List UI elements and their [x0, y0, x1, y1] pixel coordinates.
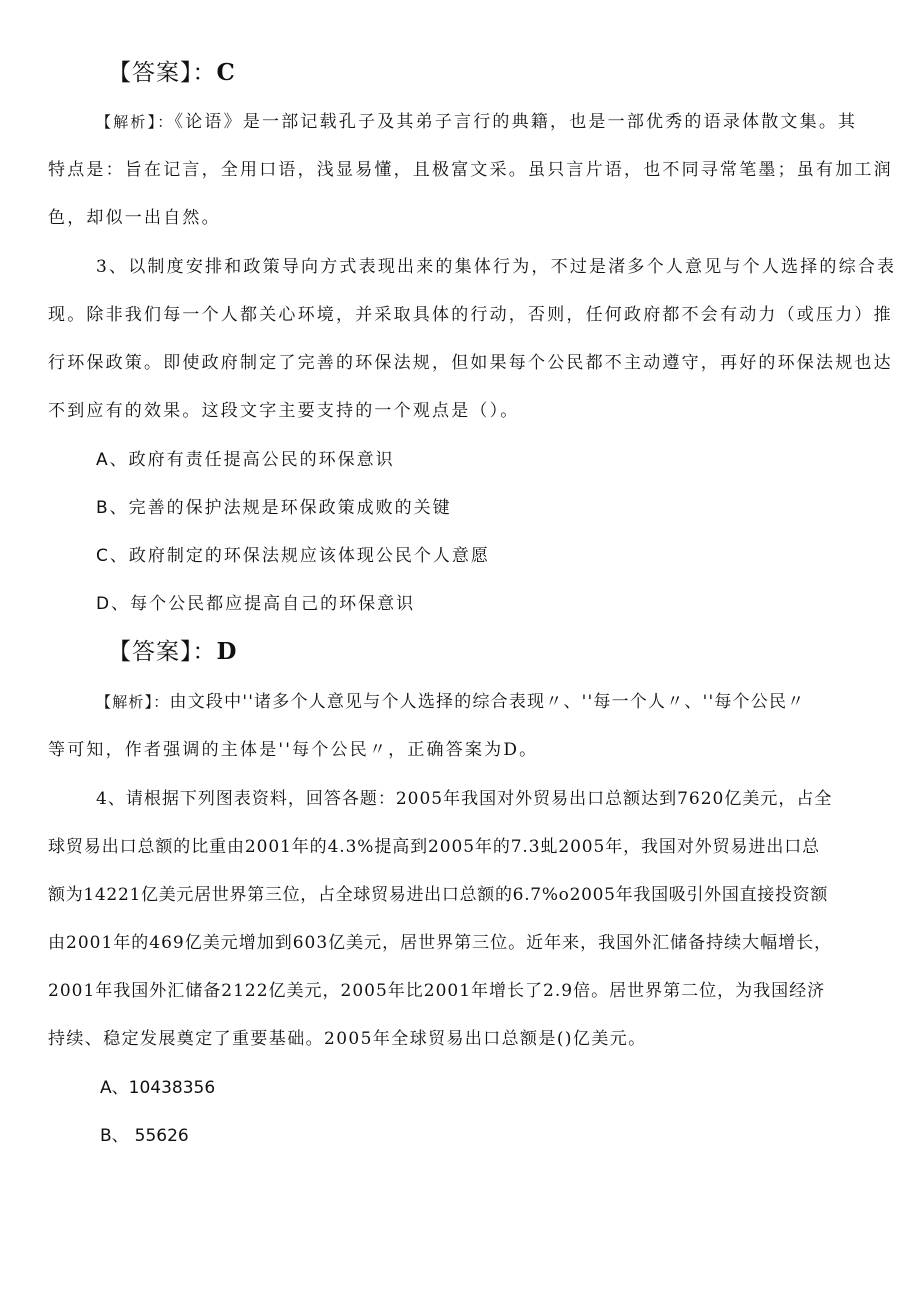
q4-option-a[interactable]: A、10438356 — [100, 1078, 216, 1098]
q3-option-c[interactable]: C、政府制定的环保法规应该体现公民个人意愿 — [96, 546, 490, 566]
analysis-label: 【解析】： — [96, 113, 175, 131]
q4-option-b[interactable]: B、 55626 — [100, 1126, 189, 1146]
question-4-line-3: 额为14221亿美元居世界第三位，占全球贸易进出口总额的6.7%o2005年我国吸引外国直接投资额 — [48, 885, 829, 905]
analysis-1-line-2: 特点是：旨在记言，全用口语，浅显易懂，且极富文采。虽只言片语，也不同寻常笔墨；虽有加工润 — [48, 160, 893, 180]
q3-option-a[interactable]: A、政府有责任提高公民的环保意识 — [96, 450, 395, 470]
question-4-line-5: 2001年我国外汇储备2122亿美元，2005年比2001年增长了2.9倍。居世界第二位，为我国经济 — [48, 981, 826, 1001]
analysis-2-line-1: 【解析】：由文段中''诸多个人意见与个人选择的综合表现〃、''每一个人〃、''每个公民〃 — [96, 692, 806, 712]
question-3-line-3: 行环保政策。即使政府制定了完善的环保法规，但如果每个公民都不主动遵守，再好的环保法规也达 — [48, 353, 893, 373]
question-3-line-2: 现。除非我们每一个人都关心环境，并采取具体的行动，否则，任何政府都不会有动力（或压力）推 — [48, 305, 893, 325]
question-4-line-4: 由2001年的469亿美元增加到603亿美元，居世界第三位。近年来，我国外汇储备持续大幅增长， — [48, 933, 833, 953]
question-3-line-1: 3、以制度安排和政策导向方式表现出来的集体行为，不过是渚多个人意见与个人选择的综合表 — [96, 257, 897, 277]
question-4-line-1: 4、请根据下列图表资料，回答各题：2005年我国对外贸易出口总额达到7620亿美元，占全 — [96, 789, 833, 809]
analysis-1-line-3: 色，却似一出自然。 — [48, 208, 221, 228]
answer-value: D — [216, 638, 238, 665]
answer-d — [108, 637, 237, 667]
answer-c — [108, 58, 236, 88]
analysis-1-line-1: 【解析】：《论语》是一部记载孔子及其弟子言行的典籍，也是一部优秀的语录体散文集。其 — [96, 112, 858, 132]
q3-option-b[interactable]: B、完善的保护法规是环保政策成败的关键 — [96, 498, 452, 518]
question-4-line-2: 球贸易出口总额的比重由2001年的4.3%提高到2005年的7.3虬2005年，我国对外贸易进出口总 — [48, 837, 821, 857]
question-3-line-4: 不到应有的效果。这段文字主要支持的一个观点是（）。 — [48, 401, 520, 421]
answer-label: 【答案】： — [108, 639, 217, 665]
answer-label: 【答案】： — [108, 60, 217, 86]
analysis-2-line-2: 等可知，作者强调的主体是''每个公民〃，正确答案为D。 — [48, 740, 539, 760]
q3-option-d[interactable]: D、每个公民都应提高自己的环保意识 — [96, 594, 416, 614]
question-4-line-6: 持续、稳定发展奠定了重要基础。2005年全球贸易出口总额是()亿美元。 — [48, 1029, 647, 1049]
analysis-label: 【解析】： — [96, 693, 170, 711]
answer-value: C — [216, 59, 236, 86]
